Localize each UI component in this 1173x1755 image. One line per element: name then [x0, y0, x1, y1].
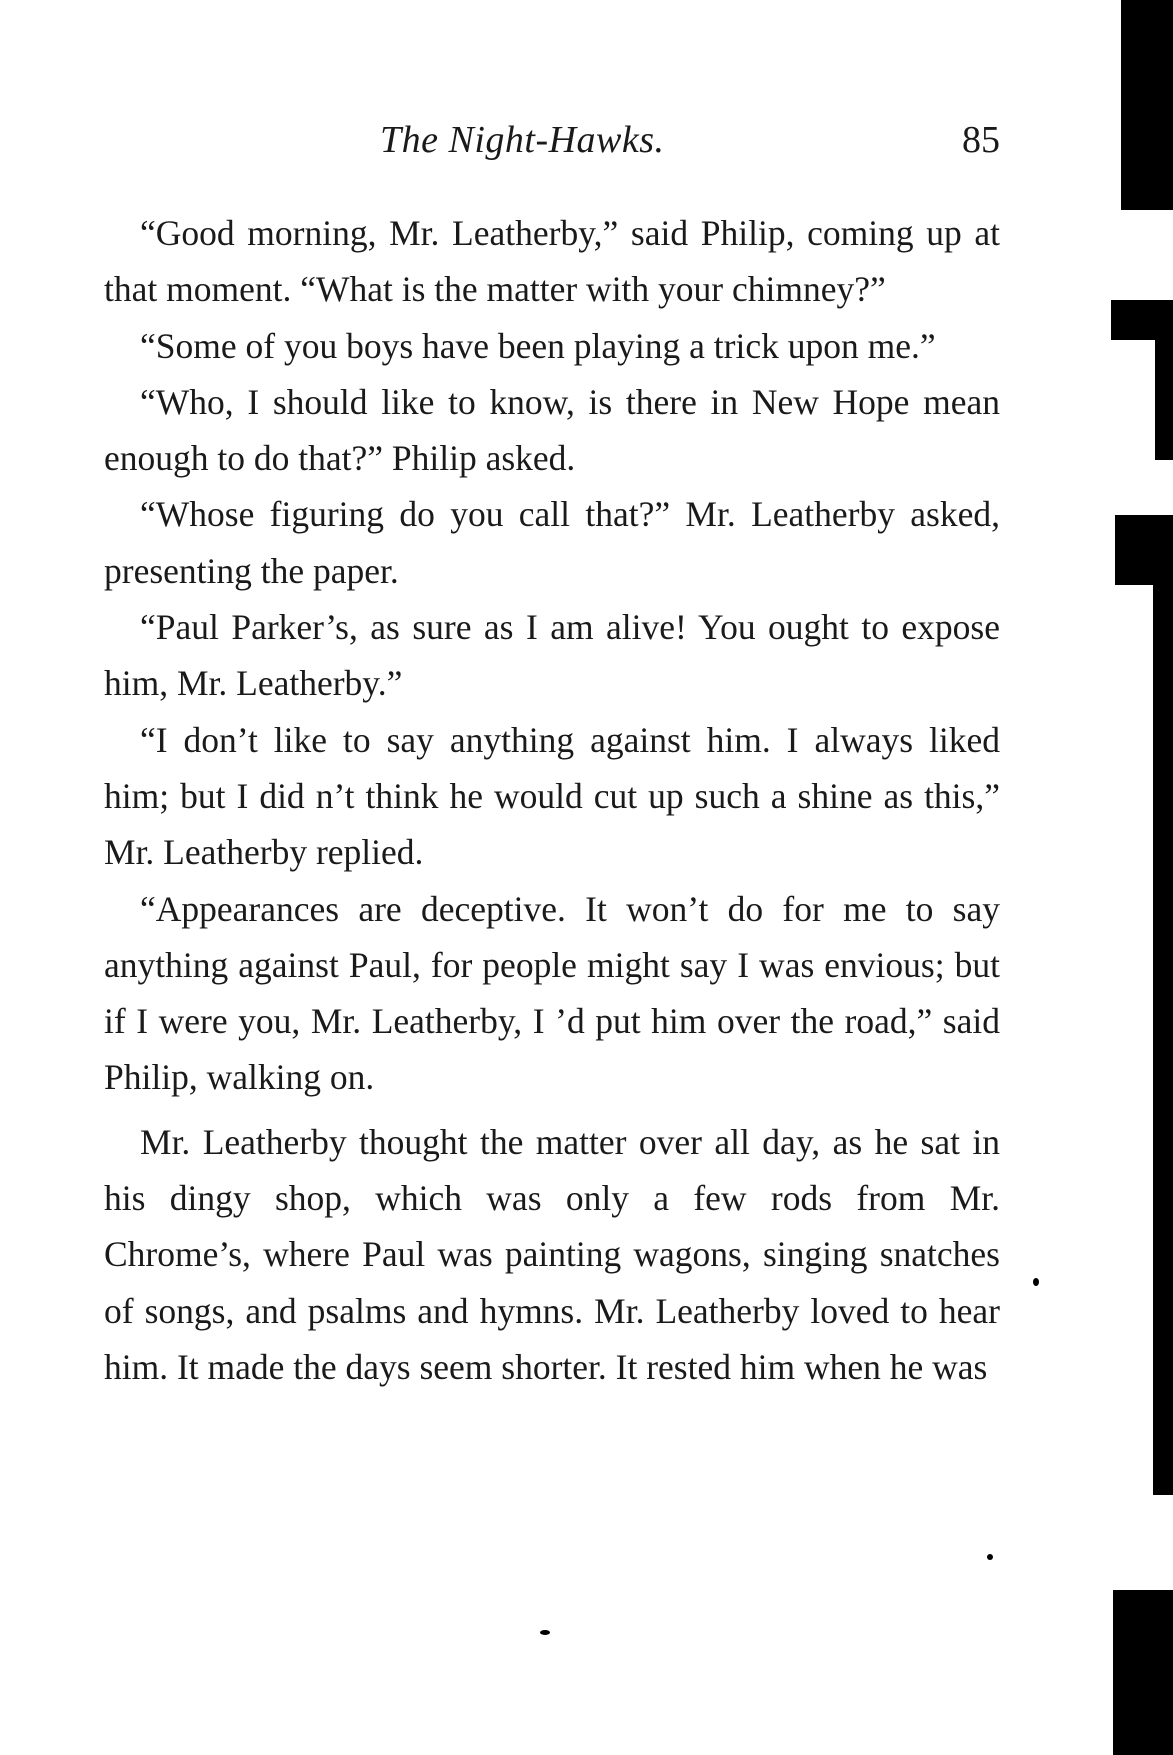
- body-text: [104, 205, 1000, 1395]
- paragraph: “Appearances are deceptive. It won’t do for me to say anything against Paul, for people might say I was envious; but if I were you, Mr. Leatherby, I ’d put him over the road,” said Philip, walking on.: [104, 888, 1000, 1098]
- paragraph: “Good morning, Mr. Leatherby,” said Philip, coming up at that moment. “What is the matter with your chimney?”: [104, 213, 1000, 310]
- binding-shadow: [1103, 0, 1173, 1755]
- running-head: [104, 118, 1000, 178]
- paragraph: “Paul Parker’s, as sure as I am alive! You ought to expose him, Mr. Leatherby.”: [104, 607, 1000, 704]
- scan-speck: [1033, 1278, 1039, 1286]
- scan-speck: [540, 1630, 550, 1635]
- binding-shadow-segment: [1115, 515, 1173, 585]
- paragraph: “Whose figuring do you call that?” Mr. Leatherby asked, presenting the paper.: [104, 494, 1000, 591]
- binding-shadow-segment: [1111, 300, 1173, 340]
- binding-shadow-segment: [1113, 1590, 1173, 1755]
- paragraph: “Some of you boys have been playing a trick upon me.”: [140, 325, 936, 366]
- paragraph: “Who, I should like to know, is there in New Hope mean enough to do that?” Philip asked.: [104, 381, 1000, 479]
- running-title: The Night-Hawks.: [380, 119, 665, 161]
- binding-shadow-segment: [1153, 585, 1173, 1495]
- paragraph: Mr. Leatherby thought the matter over all day, as he sat in his dingy shop, which was only a few rods from Mr. Chrome’s, where Paul was painting wagons, singing snatches of songs, and psalms and hymns. Mr. Leatherby loved to hear him. It made the days seem shorter. It rested him when he was: [104, 1121, 1000, 1387]
- scan-speck: [987, 1554, 993, 1560]
- binding-shadow-segment: [1155, 340, 1173, 460]
- binding-shadow-segment: [1121, 0, 1173, 210]
- paragraph: “I don’t like to say anything against him. I always liked him; but I did n’t think he would cut up such a shine as this,” Mr. Leatherby replied.: [104, 719, 1000, 873]
- page-number: 85: [962, 119, 1000, 161]
